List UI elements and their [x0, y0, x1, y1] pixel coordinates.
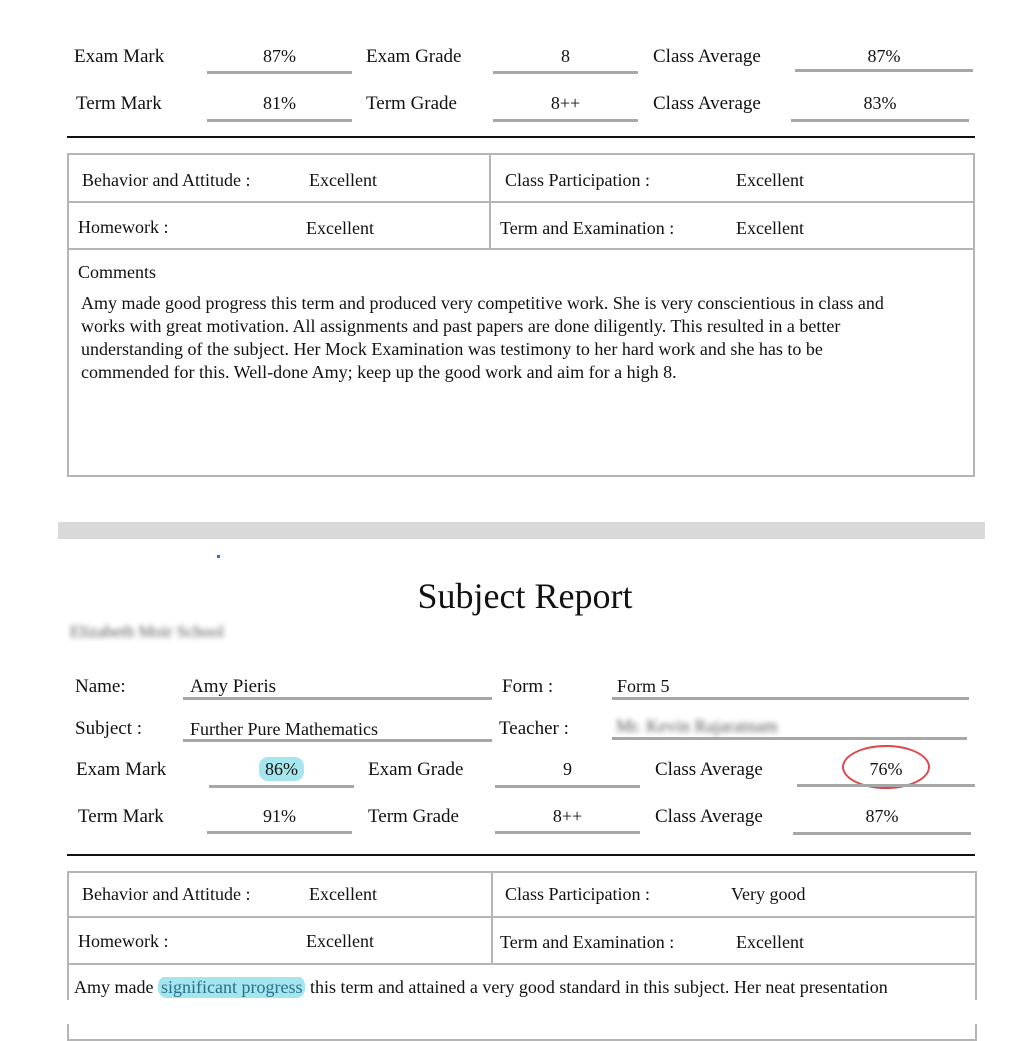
- class-average-value: 87%: [865, 806, 899, 826]
- teacher-label: Teacher :: [499, 718, 569, 739]
- term-mark-value: 91%: [263, 806, 296, 826]
- table-row-divider: [67, 248, 975, 250]
- subject-label: Subject :: [75, 718, 143, 739]
- underline: [183, 697, 492, 700]
- underline: [791, 119, 969, 122]
- underline: [612, 697, 969, 700]
- teacher-value: Mr. Kevin Rajaratnam: [616, 716, 778, 736]
- homework-value: Excellent: [306, 931, 374, 951]
- exam-grade-value: 9: [563, 759, 572, 779]
- comment-line: works with great motivation. All assignments and past papers are done diligently. This resulted in a better: [81, 316, 841, 336]
- school-name: Elizabeth Moir School: [70, 622, 224, 641]
- comments-text: [81, 292, 884, 384]
- behavior-value: Excellent: [309, 170, 377, 190]
- form-value: Form 5: [617, 676, 670, 696]
- underline: [207, 119, 352, 122]
- name-value: Amy Pieris: [190, 676, 277, 697]
- comment-start: Amy made: [74, 977, 154, 997]
- highlight-significant-progress: significant progress: [158, 977, 305, 998]
- divider: [67, 854, 975, 856]
- participation-value: Excellent: [736, 170, 804, 190]
- underline: [495, 785, 640, 788]
- term-exam-value: Excellent: [736, 932, 804, 952]
- underline: [612, 737, 967, 740]
- homework-value: Excellent: [306, 218, 374, 238]
- table-row-divider: [67, 963, 977, 965]
- term-grade-value: 8++: [552, 806, 583, 826]
- term-mark-label: Term Mark: [76, 93, 162, 114]
- underline: [493, 119, 638, 122]
- exam-mark-value: [209, 759, 354, 780]
- comments-label: Comments: [78, 262, 157, 282]
- table-col-divider: [491, 871, 493, 965]
- underline: [495, 831, 640, 834]
- table-col-divider: [489, 153, 491, 249]
- name-label: Name:: [75, 676, 126, 697]
- underline: [793, 832, 971, 835]
- page-separator: [58, 522, 985, 539]
- behavior-label: Behavior and Attitude :: [82, 884, 251, 904]
- underline: [493, 71, 638, 74]
- comment-line: understanding of the subject. Her Mock Examination was testimony to her hard work and she has to be: [81, 339, 823, 359]
- class-average-label: Class Average: [655, 806, 763, 827]
- comments-text: [74, 977, 964, 998]
- exam-grade-label: Exam Grade: [366, 46, 462, 67]
- red-circle-annotation: [842, 745, 930, 789]
- exam-mark-label: Exam Mark: [74, 46, 165, 67]
- homework-label: Homework :: [78, 931, 169, 951]
- behavior-value: Excellent: [309, 884, 377, 904]
- participation-value: Very good: [731, 884, 806, 904]
- underline: [209, 785, 354, 788]
- class-average-label: Class Average: [653, 46, 761, 67]
- underline: [183, 739, 492, 742]
- homework-label: Homework :: [78, 217, 169, 237]
- highlight-exam-mark: 86%: [259, 757, 304, 781]
- term-exam-value: Excellent: [736, 218, 804, 238]
- comment-rest: this term and attained a very good standard in this subject. Her neat presentation: [309, 977, 888, 997]
- participation-label: Class Participation :: [505, 884, 650, 904]
- participation-label: Class Participation :: [505, 170, 650, 190]
- form-label: Form :: [502, 676, 554, 697]
- comment-line: commended for this. Well-done Amy; keep up the good work and aim for a high 8.: [81, 362, 677, 382]
- divider: [67, 136, 975, 138]
- underline: [207, 71, 352, 74]
- exam-mark-label: Exam Mark: [76, 759, 167, 780]
- class-average-value: 76%: [869, 759, 903, 779]
- comment-line: Amy made good progress this term and produced very competitive work. She is very conscientious in class and: [81, 293, 884, 313]
- exam-grade-value: 8: [561, 46, 570, 66]
- class-average-label: Class Average: [655, 759, 763, 780]
- term-exam-label: Term and Examination :: [500, 932, 675, 952]
- underline: [795, 69, 973, 72]
- term-mark-label: Term Mark: [78, 806, 164, 827]
- term-grade-value: 8++: [550, 93, 581, 113]
- subject-value: Further Pure Mathematics: [190, 719, 378, 739]
- term-mark-value: 81%: [263, 93, 296, 113]
- underline: [797, 784, 975, 787]
- exam-grade-label: Exam Grade: [368, 759, 464, 780]
- page-title: Subject Report: [417, 576, 633, 616]
- exam-mark-value: 87%: [263, 46, 296, 66]
- table-row-divider: [67, 201, 975, 203]
- page-crop: [0, 1000, 1024, 1024]
- behavior-label: Behavior and Attitude :: [82, 170, 251, 190]
- term-grade-label: Term Grade: [368, 806, 459, 827]
- class-average-value: 87%: [867, 46, 901, 66]
- term-exam-label: Term and Examination :: [500, 218, 675, 238]
- stray-mark: [217, 555, 220, 558]
- term-grade-label: Term Grade: [366, 93, 457, 114]
- underline: [207, 831, 352, 834]
- class-average-value: 83%: [863, 93, 897, 113]
- table-row-divider: [67, 916, 977, 918]
- class-average-label: Class Average: [653, 93, 761, 114]
